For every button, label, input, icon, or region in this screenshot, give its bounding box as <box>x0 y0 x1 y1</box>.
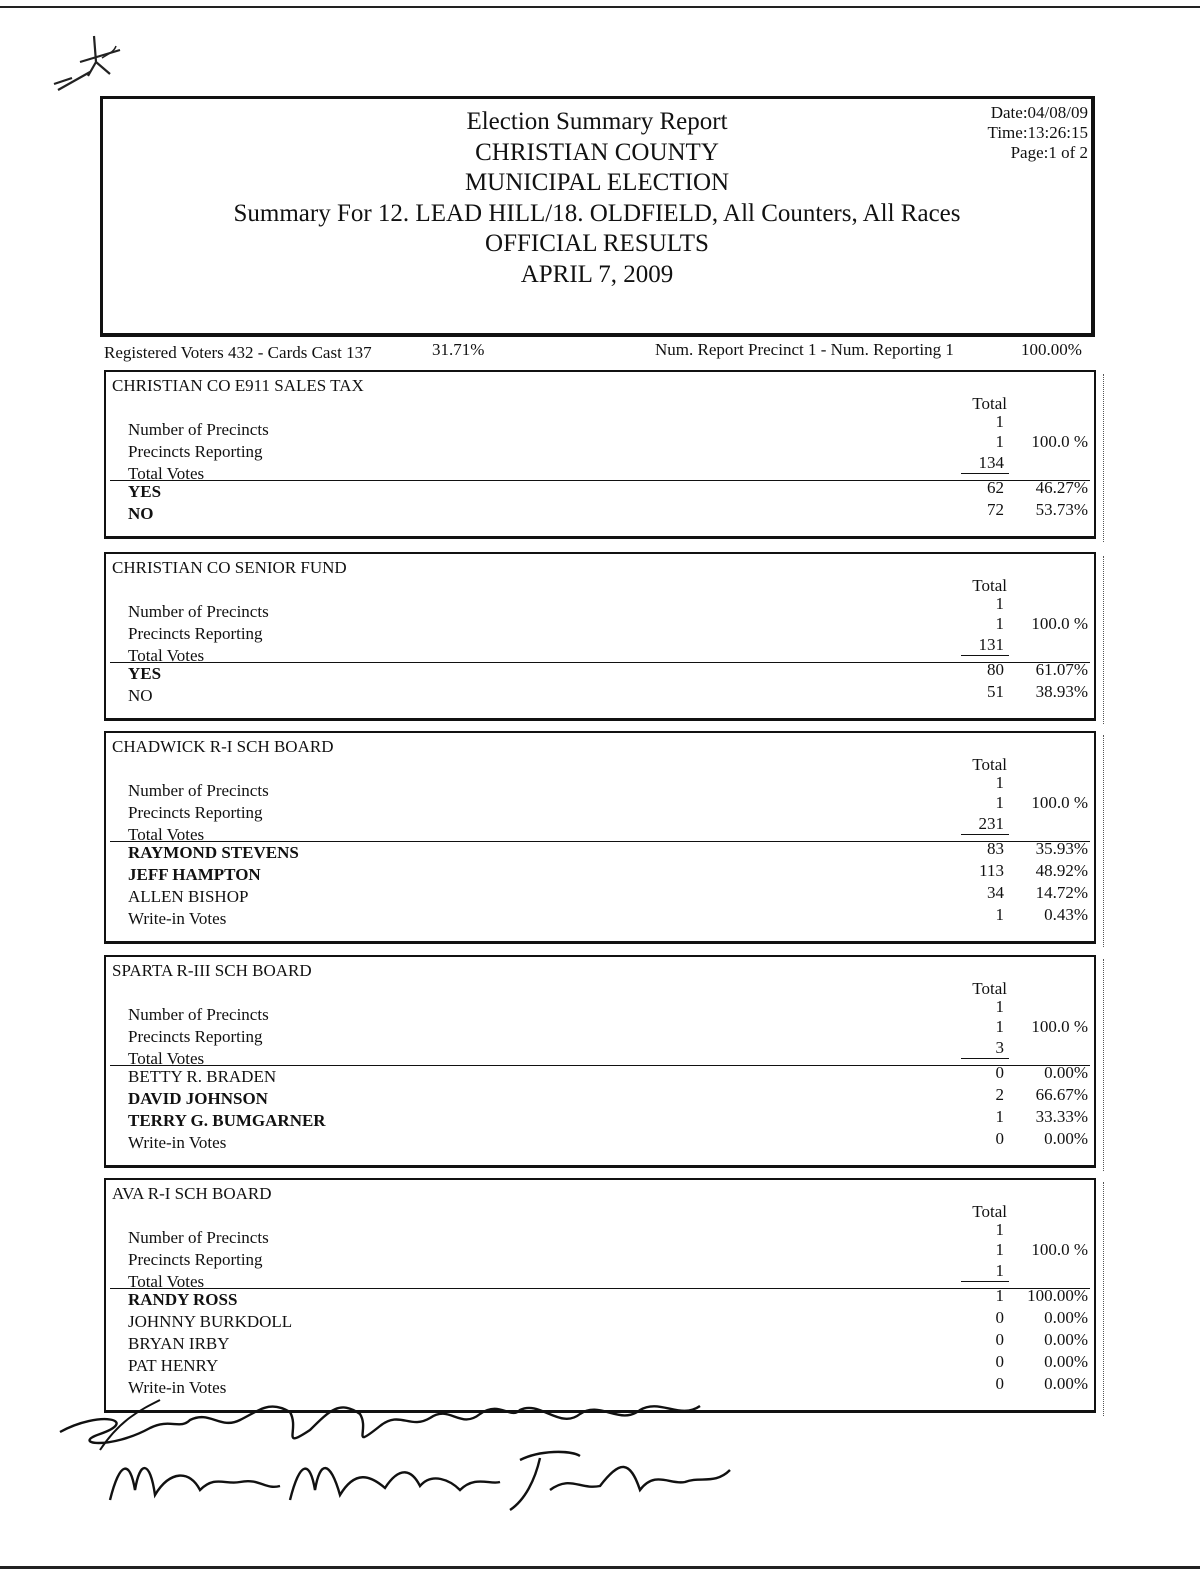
number-of-precincts-label: Number of Precincts <box>128 602 269 621</box>
choice-pct: 0.00% <box>1044 1330 1088 1349</box>
report-title: Election Summary Report <box>466 108 728 135</box>
choice-votes: 80 <box>987 660 1004 679</box>
total-underline <box>961 655 1009 656</box>
choice-pct: 0.00% <box>1044 1308 1088 1327</box>
choice-name: YES <box>128 664 162 683</box>
choice-row <box>128 905 1088 931</box>
choice-votes: 2 <box>995 1085 1004 1104</box>
total-votes-value: 131 <box>978 635 1004 654</box>
precincts-reporting-pct: 100.0 % <box>1031 793 1088 812</box>
total-votes-value: 1 <box>995 1261 1004 1280</box>
precincts-reporting-label: Precincts Reporting <box>128 1250 263 1269</box>
choice-votes: 72 <box>987 500 1004 519</box>
precincts-reporting-value: 1 <box>995 1017 1004 1036</box>
number-of-precincts-value: 1 <box>995 412 1004 431</box>
choices-divider <box>110 662 1090 663</box>
choice-pct: 33.33% <box>1035 1107 1088 1126</box>
race-title: AVA R-I SCH BOARD <box>112 1184 272 1203</box>
precincts-reporting-label: Precincts Reporting <box>128 442 263 461</box>
number-of-precincts-label: Number of Precincts <box>128 1005 269 1024</box>
number-of-precincts-value: 1 <box>995 594 1004 613</box>
race-section <box>104 552 1096 721</box>
report-time: Time:13:26:15 <box>987 123 1088 142</box>
choice-name: BETTY R. BRADEN <box>128 1067 277 1086</box>
precincts-reporting-value: 1 <box>995 614 1004 633</box>
total-underline <box>961 1281 1009 1282</box>
choice-votes: 1 <box>995 905 1004 924</box>
choice-name: PAT HENRY <box>128 1356 219 1375</box>
number-of-precincts-value: 1 <box>995 997 1004 1016</box>
choices-divider <box>110 841 1090 842</box>
choice-votes: 0 <box>995 1374 1004 1393</box>
choice-name: RAYMOND STEVENS <box>128 843 299 862</box>
header-meta <box>988 103 1088 163</box>
choice-name: Write-in Votes <box>128 909 227 928</box>
signatures <box>40 1390 800 1530</box>
total-votes-label: Total Votes <box>128 464 205 483</box>
choice-pct: 46.27% <box>1035 478 1088 497</box>
total-underline <box>961 473 1009 474</box>
choice-name: Write-in Votes <box>128 1378 227 1397</box>
choice-votes: 0 <box>995 1063 1004 1082</box>
precincts-reporting-label: Precincts Reporting <box>128 803 263 822</box>
bottom-border <box>0 1566 1200 1569</box>
choice-pct: 0.43% <box>1044 905 1088 924</box>
number-of-precincts-label: Number of Precincts <box>128 1228 269 1247</box>
choices-divider <box>110 1288 1090 1289</box>
choice-votes: 113 <box>979 861 1004 880</box>
total-votes-label: Total Votes <box>128 646 205 665</box>
race-title: SPARTA R-III SCH BOARD <box>112 961 312 980</box>
choice-name: NO <box>128 504 154 523</box>
choice-row <box>128 1129 1088 1155</box>
precincts-reporting-pct: 100.0 % <box>1031 1017 1088 1036</box>
number-of-precincts-label: Number of Precincts <box>128 420 269 439</box>
choice-votes: 0 <box>995 1330 1004 1349</box>
registered-voters: Registered Voters 432 - Cards Cast 137 <box>104 343 372 362</box>
precincts-reporting-pct: 100.0 % <box>1031 614 1088 633</box>
choice-votes: 0 <box>995 1129 1004 1148</box>
reporting-pct-summary: 100.00% <box>1021 340 1082 359</box>
race-section <box>104 731 1096 944</box>
choice-pct: 0.00% <box>1044 1352 1088 1371</box>
total-votes-value: 231 <box>978 814 1004 833</box>
precincts-reporting-label: Precincts Reporting <box>128 1027 263 1046</box>
choice-votes: 0 <box>995 1352 1004 1371</box>
number-of-precincts-value: 1 <box>995 773 1004 792</box>
choice-name: ALLEN BISHOP <box>128 887 249 906</box>
choice-name: DAVID JOHNSON <box>128 1089 268 1108</box>
precincts-reporting-pct: 100.0 % <box>1031 1240 1088 1259</box>
election-name: MUNICIPAL ELECTION <box>464 169 730 196</box>
choice-row <box>128 500 1088 526</box>
page-number: Page:1 of 2 <box>1010 143 1088 162</box>
race-section <box>104 955 1096 1168</box>
total-header: Total <box>972 394 1007 413</box>
choice-name: JEFF HAMPTON <box>128 865 261 884</box>
ink-mark-icon <box>50 32 140 102</box>
precincts-reporting-value: 1 <box>995 1240 1004 1259</box>
total-votes-value: 3 <box>995 1038 1004 1057</box>
total-header: Total <box>972 755 1007 774</box>
choice-votes: 1 <box>995 1107 1004 1126</box>
choice-pct: 35.93% <box>1035 839 1088 858</box>
choice-votes: 1 <box>995 1286 1004 1305</box>
choice-votes: 0 <box>995 1308 1004 1327</box>
choice-pct: 100.00% <box>1027 1286 1088 1305</box>
number-of-precincts-label: Number of Precincts <box>128 781 269 800</box>
total-votes-label: Total Votes <box>128 825 205 844</box>
choice-pct: 48.92% <box>1035 861 1088 880</box>
report-date: Date:04/08/09 <box>990 103 1088 122</box>
report-header <box>100 96 1095 337</box>
choice-pct: 61.07% <box>1035 660 1088 679</box>
choice-pct: 14.72% <box>1035 883 1088 902</box>
total-underline <box>961 834 1009 835</box>
total-header: Total <box>972 576 1007 595</box>
total-votes-value: 134 <box>978 453 1004 472</box>
race-section <box>104 1178 1096 1413</box>
choice-pct: 0.00% <box>1044 1063 1088 1082</box>
total-header: Total <box>972 979 1007 998</box>
choices-divider <box>110 1065 1090 1066</box>
choice-pct: 66.67% <box>1035 1085 1088 1104</box>
results-status: OFFICIAL RESULTS <box>485 230 709 257</box>
choice-name: Write-in Votes <box>128 1133 227 1152</box>
total-votes-label: Total Votes <box>128 1272 205 1291</box>
choice-name: RANDY ROSS <box>128 1290 238 1309</box>
choices-divider <box>110 480 1090 481</box>
choice-votes: 51 <box>987 682 1004 701</box>
race-title: CHRISTIAN CO SENIOR FUND <box>112 558 347 577</box>
county-name: CHRISTIAN COUNTY <box>475 138 719 166</box>
number-of-precincts-value: 1 <box>995 1220 1004 1239</box>
choice-name: JOHNNY BURKDOLL <box>128 1312 293 1331</box>
race-title: CHRISTIAN CO E911 SALES TAX <box>112 376 364 395</box>
choice-name: BRYAN IRBY <box>128 1334 230 1353</box>
choice-pct: 0.00% <box>1044 1129 1088 1148</box>
choice-name: NO <box>128 686 153 705</box>
choice-pct: 0.00% <box>1044 1374 1088 1393</box>
race-section <box>104 370 1096 539</box>
choice-pct: 53.73% <box>1035 500 1088 519</box>
choice-votes: 83 <box>987 839 1004 858</box>
summary-for: Summary For 12. LEAD HILL/18. OLDFIELD, All Counters, All Races <box>233 199 961 227</box>
total-header: Total <box>972 1202 1007 1221</box>
precincts-reporting-summary: Num. Report Precinct 1 - Num. Reporting 1 <box>655 340 954 359</box>
precincts-reporting-value: 1 <box>995 432 1004 451</box>
choice-name: YES <box>128 482 162 501</box>
precincts-reporting-pct: 100.0 % <box>1031 432 1088 451</box>
choice-pct: 38.93% <box>1035 682 1088 701</box>
precincts-reporting-value: 1 <box>995 793 1004 812</box>
turnout-pct: 31.71% <box>432 340 485 359</box>
choice-votes: 62 <box>987 478 1004 497</box>
precincts-reporting-label: Precincts Reporting <box>128 624 263 643</box>
choice-name: TERRY G. BUMGARNER <box>128 1111 326 1130</box>
total-underline <box>961 1058 1009 1059</box>
race-title: CHADWICK R-I SCH BOARD <box>112 737 334 756</box>
choice-row <box>128 682 1088 708</box>
total-votes-label: Total Votes <box>128 1049 205 1068</box>
election-date: APRIL 7, 2009 <box>520 260 674 288</box>
top-border <box>0 6 1200 8</box>
header-title-block <box>103 107 1091 290</box>
choice-votes: 34 <box>987 883 1004 902</box>
